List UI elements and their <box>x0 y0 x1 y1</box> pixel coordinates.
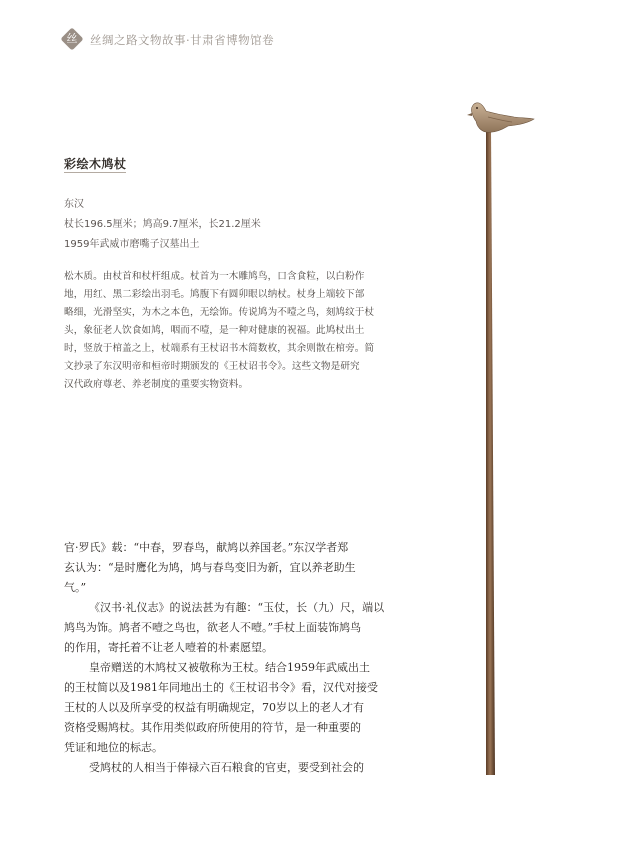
description-line: 松木质。由杖首和杖杆组成。杖首为一木雕鸠鸟，口含食粒，以白粉作 <box>64 271 365 282</box>
description-line: 略细，光滑坚实，为木之本色，无绘饰。传说鸠为不噎之鸟，刻鸠纹于杖 <box>64 307 375 318</box>
article-body <box>64 538 402 778</box>
body-line: 资格受赐鸠杖。其作用类似政府所使用的符节，是一种重要的 <box>64 721 361 734</box>
description-line: 地，用红、黑二彩绘出羽毛。鸠腹下有圆卯眼以纳杖。杖身上端较下部 <box>64 289 365 300</box>
body-line: 《汉书·礼仪志》的说法甚为有趣：“玉仗，长（九）尺，端以 <box>89 601 385 614</box>
staff-shaft <box>486 129 495 775</box>
dove-body <box>471 103 534 132</box>
logo-glyph: 丝 <box>66 32 78 45</box>
body-line: 官·罗氏》载：“中春，罗春鸟，献鸠以养国老。”东汉学者郑 <box>64 541 349 554</box>
body-line: 王杖的人以及所享受的权益有明确规定，70岁以上的老人才有 <box>64 701 364 714</box>
body-line: 鸠鸟为饰。鸠者不噎之鸟也，欲老人不噎。”手杖上面装饰鸠鸟 <box>64 621 362 634</box>
description-line: 汉代政府尊老、养老制度的重要实物资料。 <box>64 379 249 390</box>
body-line: 的作用，寄托着不让老人噎着的朴素愿望。 <box>64 641 273 654</box>
body-line: 的王杖简以及1981年同地出土的《王杖诏书令》看，汉代对接受 <box>64 681 378 694</box>
description-line: 文抄录了东汉明帝和桓帝时期颁发的《王杖诏书令》。这些文物是研究 <box>64 361 360 372</box>
page-header <box>62 29 362 51</box>
dove-staff-illustration <box>462 95 542 780</box>
title-underline <box>64 172 126 173</box>
object-dimensions: 杖长196.5厘米；鸠高9.7厘米，长21.2厘米 <box>64 219 261 230</box>
body-line: 玄认为：“是时鹰化为鸠，鸠与春鸟变旧为新，宜以养老助生 <box>64 561 356 574</box>
body-line: 凭证和地位的标志。 <box>64 741 163 754</box>
object-provenance: 1959年武威市磨嘴子汉墓出土 <box>64 239 200 250</box>
description-line: 头，象征老人饮食如鸠，咽而不噎，是一种对健康的祝福。此鸠杖出土 <box>64 325 365 336</box>
object-description <box>64 268 400 394</box>
series-title: 丝绸之路文物故事·甘肃省博物馆卷 <box>90 33 275 47</box>
body-line: 受鸠杖的人相当于俸禄六百石粮食的官吏，要受到社会的 <box>89 761 364 774</box>
object-period: 东汉 <box>64 199 84 210</box>
dove-beak <box>467 113 472 116</box>
object-title: 彩绘木鸠杖 <box>64 157 127 171</box>
description-line: 时，竖放于棺盖之上，杖端系有王杖诏书木简数枚，其余则散在棺旁。简 <box>64 343 375 354</box>
body-line: 气。” <box>64 581 87 594</box>
body-line: 皇帝赠送的木鸠杖又被敬称为王杖。结合1959年武威出土 <box>89 661 370 674</box>
dove-eye <box>476 107 478 109</box>
dove-staff-photo <box>462 95 542 780</box>
